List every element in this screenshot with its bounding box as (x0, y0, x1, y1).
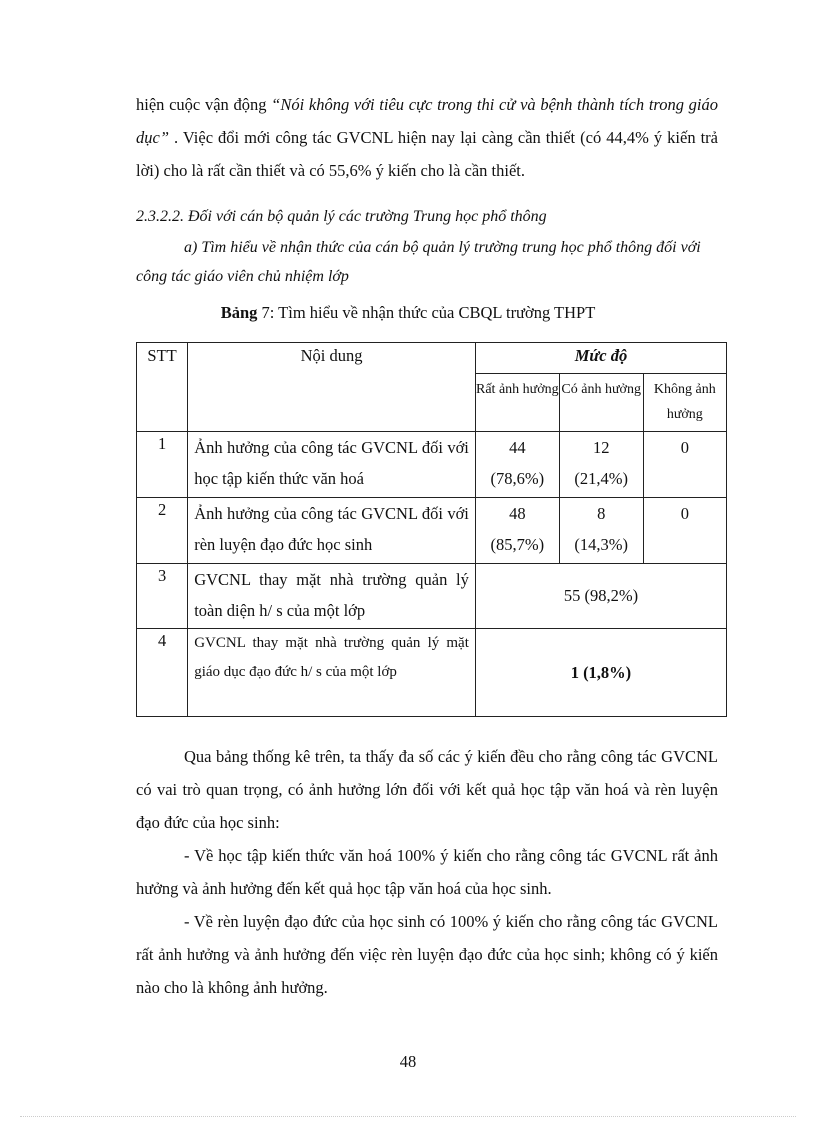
value-count: 12 (592, 438, 610, 457)
value-percent: (85,7%) (490, 535, 545, 554)
row-not-affected: 0 (643, 432, 726, 498)
header-affected: Có ảnh hưởng (559, 374, 643, 432)
value-count: 48 (509, 504, 526, 523)
row-merged-value: 55 (98,2%) (475, 564, 726, 629)
caption-bold: Bảng (220, 303, 258, 322)
table-row (137, 498, 727, 564)
header-not-affected: Không ảnh hưởng (643, 374, 726, 432)
row-merged-value: 1 (1,8%) (475, 629, 726, 717)
section-heading: 2.3.2.2. Đối với cán bộ quản lý các trường Trung học phổ thông (136, 208, 547, 225)
table-header-row (137, 343, 727, 374)
value-count: 8 (597, 504, 606, 523)
header-stt: STT (137, 343, 188, 432)
intro-text-rest: . Việc đổi mới công tác GVCNL hiện nay lại càng cần thiết (có 44,4% ý kiến trả lời) cho là rất cần thiết và có 55,6% ý kiến cho là cần thiết. (136, 128, 718, 180)
row-content: Ảnh hưởng của công tác GVCNL đối với học tập kiến thức văn hoá (188, 432, 476, 498)
table-row (137, 432, 727, 498)
table-row (137, 629, 727, 717)
header-level: Mức độ (475, 343, 726, 374)
row-stt: 1 (137, 432, 188, 498)
body-paragraph-2: - Về học tập kiến thức văn hoá 100% ý kiến cho rằng công tác GVCNL rất ảnh hưởng và ảnh hưởng đến kết quả học tập văn hoá của học sinh. (136, 846, 718, 898)
intro-paragraph (136, 88, 718, 187)
row-content: GVCNL thay mặt nhà trường quản lý toàn diện h/ s của một lớp (188, 564, 476, 629)
row-content: Ảnh hưởng của công tác GVCNL đối với rèn luyện đạo đức học sinh (188, 498, 476, 564)
row-stt: 4 (137, 629, 188, 717)
survey-table (136, 342, 727, 717)
page-bottom-divider (20, 1116, 796, 1117)
row-stt: 3 (137, 564, 188, 629)
page-number: 48 (399, 1052, 417, 1071)
caption-text: 7: Tìm hiểu về nhận thức của CBQL trường THPT (257, 303, 596, 322)
row-content: GVCNL thay mặt nhà trường quản lý mặt giáo dục đạo đức h/ s của một lớp (188, 629, 476, 717)
body-paragraph-1: Qua bảng thống kê trên, ta thấy đa số các ý kiến đều cho rằng công tác GVCNL có vai trò quan trọng, có ảnh hưởng lớn đối với kết quả học tập văn hoá và rèn luyện đạo đức của học sinh: (136, 747, 718, 832)
header-content: Nội dung (188, 343, 476, 432)
row-affected (559, 498, 643, 564)
row-affected (559, 432, 643, 498)
row-not-affected: 0 (643, 498, 726, 564)
table-row (137, 564, 727, 629)
intro-quote: “Nói không với tiêu cực trong thi cử và bệnh thành tích trong giáo dục” (136, 95, 718, 147)
body-paragraph-3: - Về rèn luyện đạo đức của học sinh có 100% ý kiến cho rằng công tác GVCNL rất ảnh hưởng và ảnh hưởng đến việc rèn luyện đạo đức của học sinh; không có ý kiến nào cho là không ảnh hưởng. (136, 912, 718, 997)
sub-heading: a) Tìm hiểu về nhận thức của cán bộ quản lý trường trung học phổ thông đối với công tác giáo viên chủ nhiệm lớp (136, 239, 701, 285)
value-count: 44 (509, 438, 526, 457)
header-very-affected: Rất ảnh hưởng (475, 374, 559, 432)
table-caption (0, 299, 816, 327)
row-very-affected (475, 432, 559, 498)
value-percent: (14,3%) (574, 535, 628, 554)
intro-text-start: hiện cuộc vận động (136, 95, 272, 114)
value-percent: (78,6%) (490, 469, 545, 488)
row-stt: 2 (137, 498, 188, 564)
row-very-affected (475, 498, 559, 564)
value-percent: (21,4%) (574, 469, 628, 488)
